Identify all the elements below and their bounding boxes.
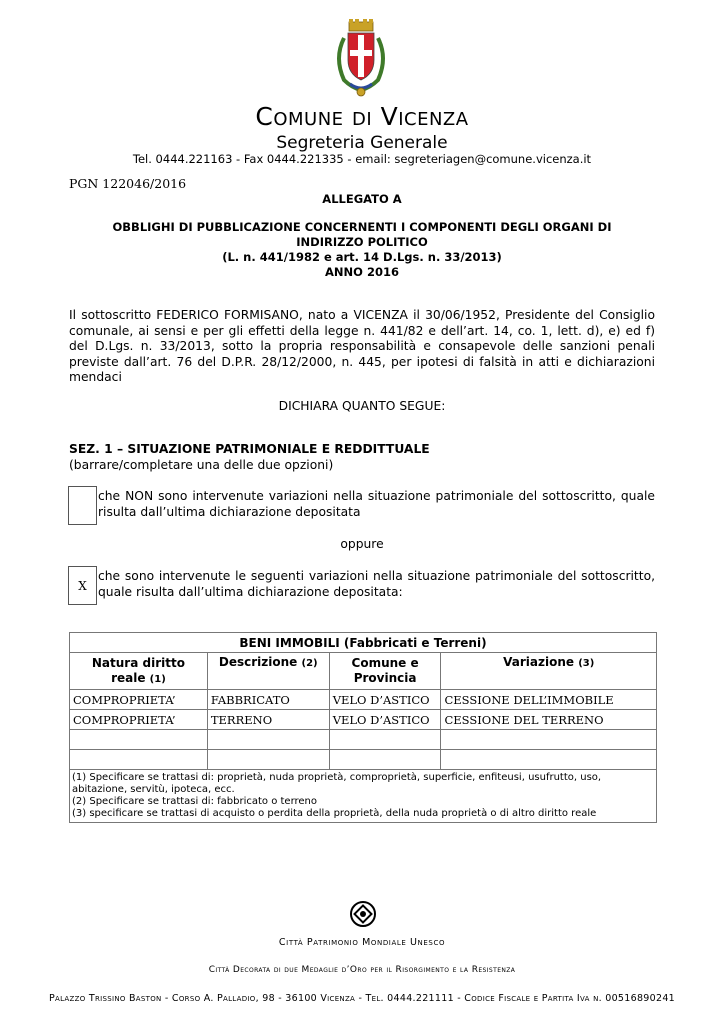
- header-variazione-label: Variazione: [503, 655, 575, 669]
- table-notes: [70, 770, 657, 823]
- cell-variazione[interactable]: CESSIONE DELL’IMMOBILE: [441, 690, 657, 710]
- contacts-line: Tel. 0444.221163 - Fax 0444.221335 - email: segreteriagen@comune.vicenza.it: [132, 152, 592, 166]
- header-descrizione-note: (2): [301, 658, 318, 669]
- table-title: BENI IMMOBILI (Fabbricati e Terreni): [70, 633, 657, 653]
- vicenza-coat-of-arms-icon: [330, 18, 392, 98]
- table-row: [70, 730, 657, 750]
- section-1-title: SEZ. 1 – SITUAZIONE PATRIMONIALE E REDDITTUALE: [69, 442, 430, 456]
- cell-comune[interactable]: [329, 750, 441, 770]
- allegato-label: ALLEGATO A: [322, 192, 402, 206]
- option-1-text: che NON sono intervenute variazioni nella situazione patrimoniale del sottoscritto, quale risulta dall’ultima dichiarazione depositata: [98, 489, 655, 519]
- table-row: [70, 710, 657, 730]
- oppure-label: oppure: [340, 537, 384, 551]
- header-comune-label: Comune e Provincia: [351, 656, 419, 685]
- header-natura-note: (1): [149, 673, 166, 685]
- footer-address: Palazzo Trissino Baston - Corso A. Palladio, 98 - 36100 Vicenza - Tel. 0444.221111 - Codice Fiscale e Partita Iva n. 00516890241: [48, 993, 676, 1004]
- heading-line-3: (L. n. 441/1982 e art. 14 D.Lgs. n. 33/2013): [222, 250, 502, 264]
- cell-variazione[interactable]: [441, 750, 657, 770]
- cell-comune[interactable]: VELO D’ASTICO: [329, 690, 441, 710]
- cell-comune[interactable]: [329, 730, 441, 750]
- table-row: [70, 690, 657, 710]
- cell-descrizione[interactable]: [207, 750, 329, 770]
- cell-natura[interactable]: COMPROPRIETA’: [70, 710, 208, 730]
- cell-descrizione[interactable]: FABBRICATO: [207, 690, 329, 710]
- comune-name: Comune di Vicenza: [255, 102, 469, 131]
- section-1-header: [69, 442, 430, 473]
- header-natura: [70, 653, 208, 690]
- intro-paragraph: Il sottoscritto FEDERICO FORMISANO, nato a VICENZA il 30/06/1952, Presidente del Consiglio comunale, ai sensi e per gli effetti della legge n. 441/82 e dell’art. 14, co. 1, lett. d), e) ed f) del D.Lgs. n. 33/2013, sotto la propria responsabilità e consapevole delle sanzioni penali previste dall’art. 76 del D.P.R. 28/12/2000, n. 445, per ipotesi di falsità in atti e dichiarazioni mendaci: [69, 308, 655, 384]
- table-header-row: [70, 653, 657, 690]
- cell-descrizione[interactable]: [207, 730, 329, 750]
- patrimonio-unesco-text: Città Patrimonio Mondiale Unesco: [278, 937, 446, 948]
- section-1-subtitle: (barrare/completare una delle due opzioni): [69, 457, 334, 472]
- header-descrizione-label: Descrizione: [218, 655, 298, 669]
- option-1-checkbox[interactable]: [68, 486, 97, 525]
- table-row: [70, 750, 657, 770]
- heading-line-2: INDIRIZZO POLITICO: [296, 235, 428, 249]
- unesco-world-heritage-icon: [350, 900, 376, 928]
- decorata-text: Città Decorata di due Medaglie d’Oro per il Risorgimento e la Resistenza: [208, 965, 516, 975]
- header-natura-label: Natura diritto reale: [91, 655, 185, 685]
- note-1: (1) Specificare se trattasi di: proprietà, nuda proprietà, comproprietà, superficie, enfiteusi, usufrutto, uso, abitazione, servitù, ipoteca, ecc.: [72, 772, 602, 795]
- cell-variazione[interactable]: [441, 730, 657, 750]
- note-2: (2) Specificare se trattasi di: fabbricato o terreno: [72, 796, 318, 807]
- option-2-checkbox[interactable]: X: [68, 566, 97, 605]
- dichiara-label: DICHIARA QUANTO SEGUE:: [278, 399, 446, 413]
- cell-natura[interactable]: [70, 750, 208, 770]
- header-comune: [329, 653, 441, 690]
- cell-natura[interactable]: [70, 730, 208, 750]
- protocol-number: PGN 122046/2016: [69, 176, 187, 191]
- document-heading: [0, 220, 724, 280]
- header-descrizione: [207, 653, 329, 690]
- header-variazione-note: (3): [578, 658, 595, 669]
- cell-variazione[interactable]: CESSIONE DEL TERRENO: [441, 710, 657, 730]
- cell-comune[interactable]: VELO D’ASTICO: [329, 710, 441, 730]
- option-2-text: che sono intervenute le seguenti variazioni nella situazione patrimoniale del sottoscritto, quale risulta dall’ultima dichiarazione depositata:: [98, 569, 655, 599]
- cell-descrizione[interactable]: TERRENO: [207, 710, 329, 730]
- heading-line-1: OBBLIGHI DI PUBBLICAZIONE CONCERNENTI I COMPONENTI DEGLI ORGANI DI: [112, 220, 612, 234]
- header-variazione: [441, 653, 657, 690]
- segreteria-title: Segreteria Generale: [276, 133, 448, 153]
- beni-immobili-table: [69, 632, 657, 823]
- heading-line-4: ANNO 2016: [325, 265, 399, 279]
- note-3: (3) specificare se trattasi di acquisto o perdita della proprietà, della nuda proprietà o di altro diritto reale: [72, 808, 597, 819]
- comune-title: [0, 102, 724, 131]
- cell-natura[interactable]: COMPROPRIETA’: [70, 690, 208, 710]
